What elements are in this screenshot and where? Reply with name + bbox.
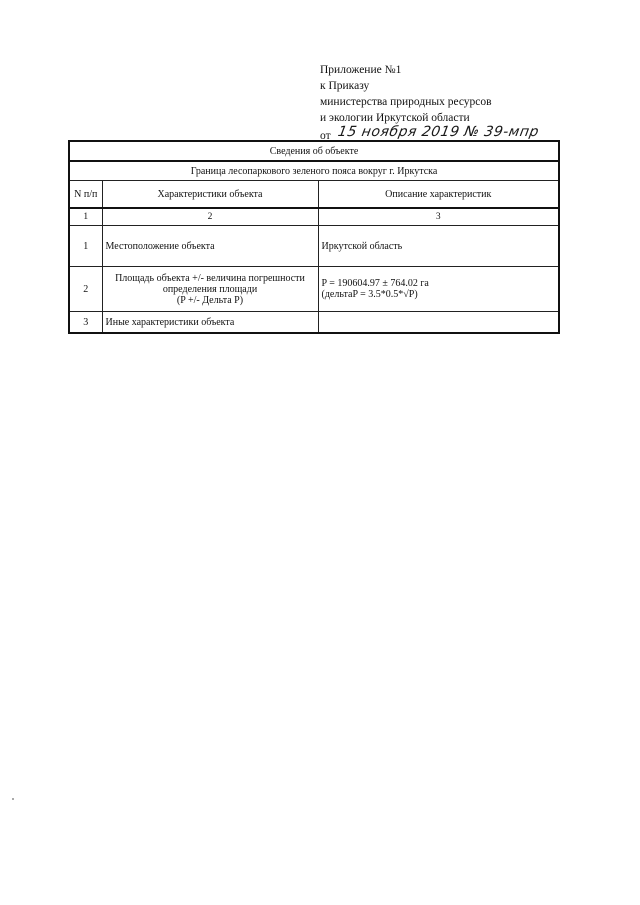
row-characteristic-line: (P +/- Дельта P)	[176, 294, 244, 306]
table-subtitle-row	[69, 161, 559, 181]
appendix-header	[320, 62, 560, 144]
row-characteristic-line: определения площади	[162, 283, 258, 295]
row-description	[318, 267, 559, 312]
row-description-line: P = 190604.97 ± 764.02 га	[321, 278, 429, 289]
table-row	[69, 267, 559, 312]
column-number-row	[69, 208, 559, 226]
row-number: 2	[69, 267, 102, 312]
date-prefix: от	[320, 130, 331, 142]
row-description: Иркутской область	[318, 226, 559, 267]
column-number-2: 2	[102, 208, 318, 226]
row-number: 1	[69, 226, 102, 267]
column-header-description: Описание характеристик	[318, 181, 559, 209]
object-info-table	[68, 140, 560, 334]
handwritten-date-number: 15 ноября 2019 № 39-мпр	[336, 124, 541, 140]
table-title-row	[69, 141, 559, 161]
ministry-name: министерства природных ресурсов	[320, 96, 492, 108]
table-subtitle: Граница лесопаркового зеленого пояса вокруг г. Иркутска	[69, 161, 559, 181]
table-row	[69, 312, 559, 334]
order-reference: к Приказу	[320, 80, 370, 92]
column-number-1: 1	[69, 208, 102, 226]
table-title: Сведения об объекте	[69, 141, 559, 161]
ministry-region: и экологии Иркутской области	[320, 112, 470, 124]
row-description	[318, 312, 559, 334]
row-number: 3	[69, 312, 102, 334]
row-characteristic-line: Площадь объекта +/- величина погрешности	[115, 272, 305, 284]
row-characteristic: Иные характеристики объекта	[102, 312, 318, 334]
table-row	[69, 226, 559, 267]
row-description-line: (дельтаP = 3.5*0.5*√P)	[321, 289, 418, 300]
row-characteristic	[102, 267, 318, 312]
column-header-num: N п/п	[69, 181, 102, 209]
column-number-3: 3	[318, 208, 559, 226]
scan-speck	[12, 798, 14, 800]
column-header-characteristic: Характеристики объекта	[102, 181, 318, 209]
row-characteristic: Местоположение объекта	[102, 226, 318, 267]
table-header-row	[69, 181, 559, 209]
appendix-number: Приложение №1	[320, 64, 402, 76]
